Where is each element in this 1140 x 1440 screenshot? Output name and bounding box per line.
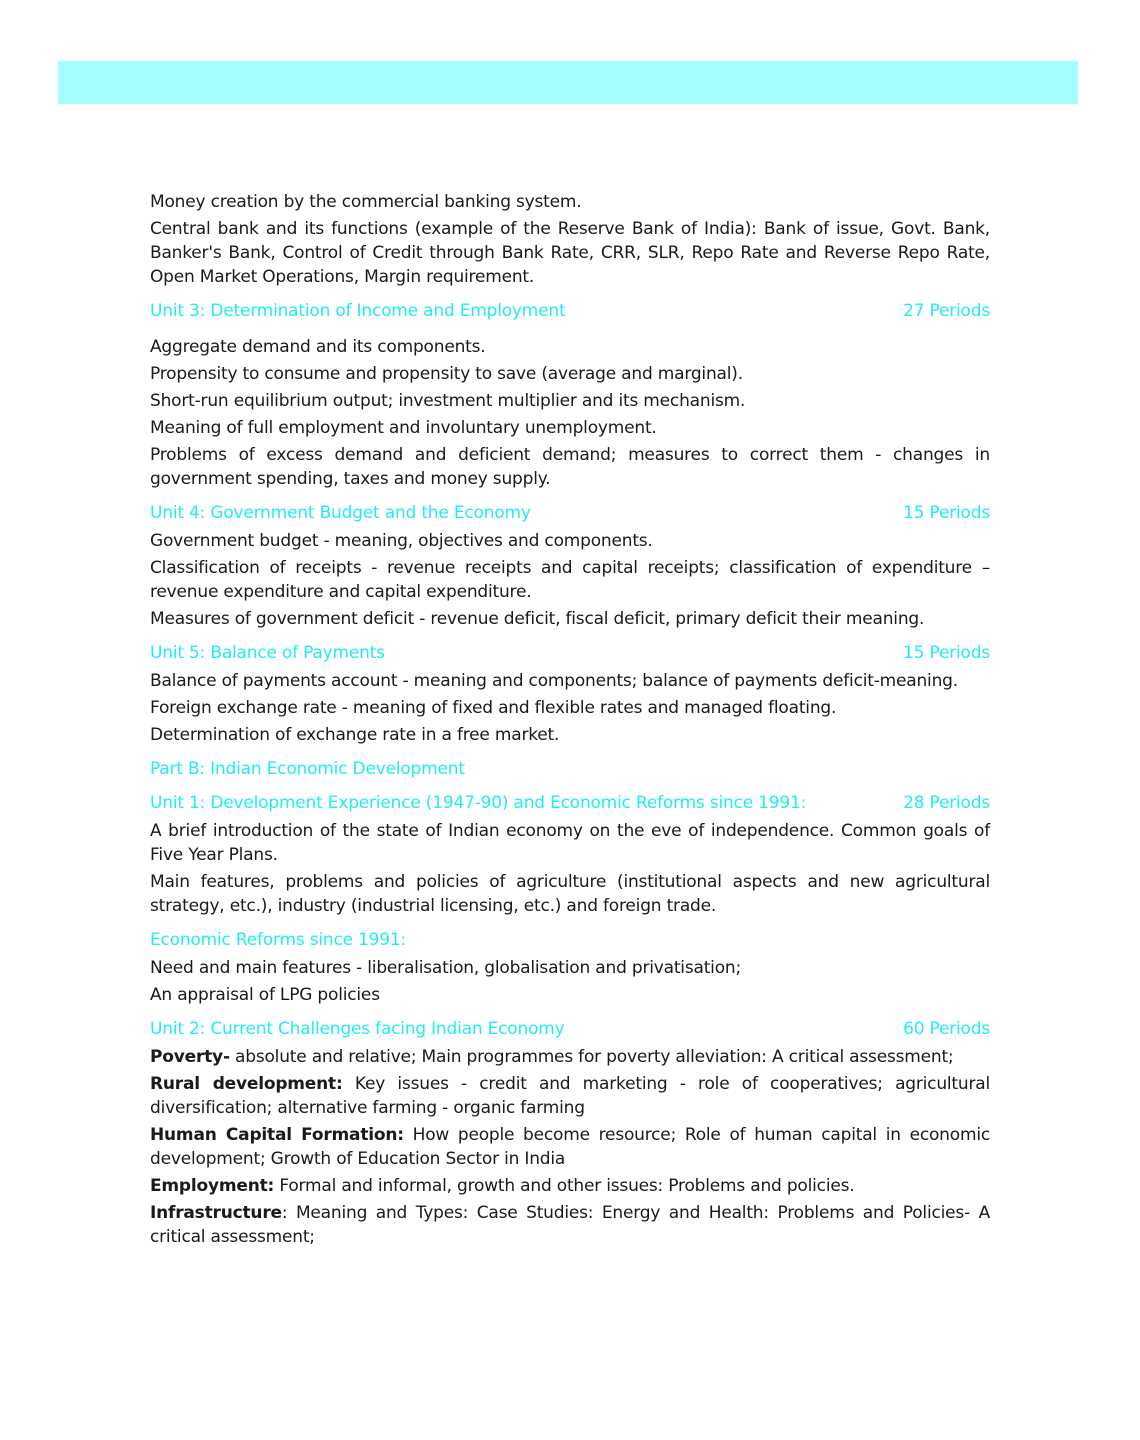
partb-unit2-item [150,1174,990,1198]
partb-unit1-periods: 28 Periods [903,793,990,813]
unit5-title: Unit 5: Balance of Payments [150,643,385,663]
item-text: : Meaning and Types: Case Studies: Energy and Health: Problems and Policies- A critical assessment; [150,1203,990,1247]
partb-unit2-item [150,1123,990,1171]
unit3-item: Meaning of full employment and involuntary unemployment. [150,418,657,438]
item-label: Infrastructure [150,1203,282,1223]
partb-unit2-item [150,1072,990,1120]
unit3-periods: 27 Periods [903,301,990,321]
syllabus-content [150,190,990,1252]
item-text: Formal and informal, growth and other issues: Problems and policies. [274,1176,855,1196]
reforms-heading [150,928,990,952]
partb-unit2-item [150,1045,990,1069]
intro-paragraph: Money creation by the commercial banking system. [150,192,582,212]
item-label: Rural development: [150,1074,343,1094]
reforms-title: Economic Reforms since 1991: [150,930,407,950]
item-text: absolute and relative; Main programmes for poverty alleviation: A critical assessment; [229,1047,954,1067]
unit5-item: Determination of exchange rate in a free market. [150,725,560,745]
unit3-item: Problems of excess demand and deficient demand; measures to correct them - changes in government spending, taxes and money supply. [150,445,990,489]
intro-paragraph: Central bank and its functions (example of the Reserve Bank of India): Bank of issue, Govt. Bank, Banker's Bank, Control of Credit through Bank Rate, CRR, SLR, Repo Rate and Reverse Repo Rate, Open Market Operations, Margin requirement. [150,219,990,287]
unit3-item: Aggregate demand and its components. [150,337,486,357]
item-text: How people become resource; Role of human capital in economic development; Growth of Education Sector in India [150,1125,990,1169]
unit4-item: Measures of government deficit - revenue deficit, fiscal deficit, primary deficit their meaning. [150,609,925,629]
reforms-item: An appraisal of LPG policies [150,985,380,1005]
partb-unit2-title: Unit 2: Current Challenges facing Indian Economy [150,1019,565,1039]
unit3-heading [150,299,990,323]
item-text: Key issues - credit and marketing - role of cooperatives; agricultural diversification; alternative farming - organic farming [150,1074,991,1118]
partb-heading [150,757,990,781]
header-band [58,61,1078,104]
reforms-item: Need and main features - liberalisation, globalisation and privatisation; [150,958,742,978]
partb-unit2-periods: 60 Periods [903,1019,990,1039]
unit5-item: Foreign exchange rate - meaning of fixed and flexible rates and managed floating. [150,698,837,718]
unit5-heading [150,641,990,665]
item-label: Employment: [150,1176,275,1196]
unit4-item: Classification of receipts - revenue receipts and capital receipts; classification of expenditure – revenue expenditure and capital expenditure. [150,558,990,602]
partb-unit1-item: Main features, problems and policies of agriculture (institutional aspects and new agricultural strategy, etc.), industry (industrial licensing, etc.) and foreign trade. [150,872,990,916]
item-label: Poverty- [150,1047,230,1067]
unit3-title: Unit 3: Determination of Income and Employment [150,301,566,321]
unit4-title: Unit 4: Government Budget and the Economy [150,503,531,523]
unit4-heading [150,501,990,525]
item-label: Human Capital Formation: [150,1125,404,1145]
unit5-periods: 15 Periods [903,643,990,663]
unit4-item: Government budget - meaning, objectives and components. [150,531,653,551]
partb-unit2-heading [150,1017,990,1041]
partb-unit1-item: A brief introduction of the state of Indian economy on the eve of independence. Common goals of Five Year Plans. [150,821,990,865]
partb-unit1-title: Unit 1: Development Experience (1947-90) and Economic Reforms since 1991: [150,793,807,813]
unit3-item: Propensity to consume and propensity to save (average and marginal). [150,364,743,384]
unit4-periods: 15 Periods [903,503,990,523]
unit3-item: Short-run equilibrium output; investment multiplier and its mechanism. [150,391,746,411]
partb-title: Part B: Indian Economic Development [150,759,465,779]
partb-unit1-heading [150,791,990,815]
partb-unit2-item [150,1201,990,1249]
unit5-item: Balance of payments account - meaning and components; balance of payments deficit-meaning. [150,671,958,691]
